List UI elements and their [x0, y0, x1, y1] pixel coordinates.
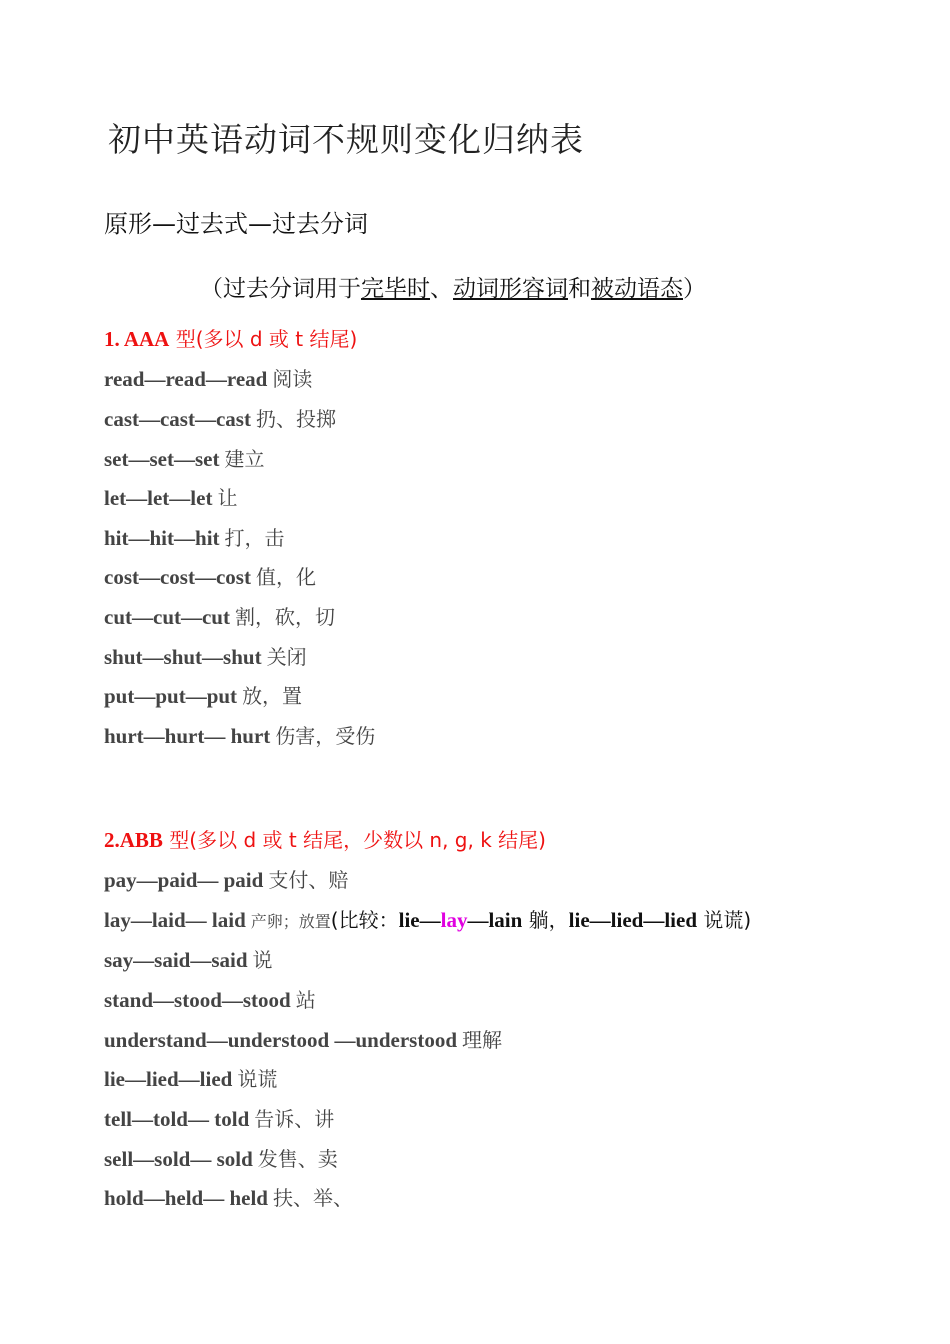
- verb-forms: hit—hit—hit: [104, 526, 220, 550]
- verb-forms: lie—lied—lied: [104, 1067, 233, 1091]
- verb-meaning: 阅读: [272, 367, 313, 391]
- compare-lie2-forms: lie—lied—lied: [568, 908, 697, 932]
- section-heading-abb: [104, 824, 546, 853]
- note-separator: 、: [430, 276, 453, 302]
- verb-forms: say—said—said: [104, 948, 248, 972]
- verb-meaning: 值，化: [255, 565, 316, 589]
- verb-meaning: 站: [295, 988, 316, 1012]
- verb-row: [104, 403, 336, 432]
- verb-row: [104, 984, 316, 1013]
- compare-lain: —lain: [467, 908, 523, 932]
- verb-forms: cast—cast—cast: [104, 407, 251, 431]
- verb-row: [104, 363, 312, 392]
- verb-meaning: 理解: [462, 1028, 503, 1052]
- verb-row: [104, 680, 302, 709]
- verb-meaning: 关闭: [266, 645, 307, 669]
- verb-forms: hold—held— held: [104, 1186, 268, 1210]
- verb-forms: let—let—let: [104, 486, 213, 510]
- usage-note: [200, 270, 706, 303]
- verb-forms: stand—stood—stood: [104, 988, 291, 1012]
- verb-row: [104, 1063, 277, 1092]
- verb-row: [104, 482, 237, 511]
- verb-row: [104, 443, 264, 472]
- page-subtitle: 原形—过去式—过去分词: [104, 210, 368, 238]
- verb-row: [104, 1182, 353, 1211]
- verb-row: [104, 561, 316, 590]
- verb-meaning: 建立: [224, 447, 265, 471]
- compare-lain-meaning: 躺，: [522, 908, 569, 932]
- verb-row: [104, 944, 273, 973]
- verb-row: [104, 601, 335, 630]
- verb-row: [104, 641, 307, 670]
- verb-forms: understand—understood —understood: [104, 1028, 458, 1052]
- verb-row: [104, 1143, 338, 1172]
- verb-meaning: 割，砍，切: [234, 605, 335, 629]
- compare-lie2-meaning: 说谎): [697, 908, 752, 932]
- verb-forms: cut—cut—cut: [104, 605, 230, 629]
- verb-forms: tell—told— told: [104, 1107, 250, 1131]
- verb-row: [104, 720, 375, 749]
- note-close: ）: [683, 276, 706, 302]
- verb-forms: sell—sold— sold: [104, 1147, 253, 1171]
- note-term-verbal-adjective: 动词形容词: [453, 276, 568, 302]
- compare-open: (比较：: [330, 908, 399, 932]
- section-heading-aaa: [104, 323, 357, 352]
- verb-forms: hurt—hurt— hurt: [104, 724, 271, 748]
- section-heading-desc: 型(多以 d 或 t 结尾): [169, 327, 358, 351]
- section-heading-desc: 型(多以 d 或 t 结尾，少数以 n, g, k 结尾): [162, 828, 546, 852]
- section-heading-number: 1. AAA: [104, 327, 170, 351]
- compare-lay-highlight: lay: [440, 908, 468, 932]
- section-heading-number: 2.ABB: [104, 828, 163, 852]
- verb-forms: cost—cost—cost: [104, 565, 251, 589]
- verb-meaning: 打，击: [224, 526, 285, 550]
- verb-meaning: 发售、卖: [257, 1147, 338, 1171]
- page-title: 初中英语动词不规则变化归纳表: [108, 120, 584, 159]
- verb-meaning: 支付、赔: [268, 868, 349, 892]
- note-term-passive-voice: 被动语态: [591, 276, 683, 302]
- note-term-perfect-tense: 完毕时: [361, 276, 430, 302]
- verb-forms: put—put—put: [104, 684, 238, 708]
- compare-lie-forms: lie—: [398, 908, 441, 932]
- verb-row: [104, 1103, 334, 1132]
- verb-meaning: 产卵；放置: [250, 912, 331, 931]
- verb-row: [104, 1024, 502, 1053]
- verb-row: [104, 864, 348, 893]
- verb-meaning: 伤害，受伤: [275, 724, 376, 748]
- verb-meaning: 放，置: [242, 684, 303, 708]
- verb-meaning: 说谎: [237, 1067, 278, 1091]
- verb-meaning: 说: [252, 948, 273, 972]
- verb-meaning: 让: [217, 486, 238, 510]
- verb-meaning: 告诉、讲: [254, 1107, 335, 1131]
- verb-row: [104, 522, 285, 551]
- verb-forms: pay—paid— paid: [104, 868, 264, 892]
- verb-forms: lay—laid— laid: [104, 908, 246, 932]
- verb-forms: read—read—read: [104, 367, 268, 391]
- verb-forms: shut—shut—shut: [104, 645, 262, 669]
- verb-row-lay: [104, 904, 751, 933]
- note-open: （过去分词用于: [200, 276, 361, 302]
- note-and: 和: [568, 276, 591, 302]
- verb-forms: set—set—set: [104, 447, 220, 471]
- verb-meaning: 扶、举、: [272, 1186, 353, 1210]
- verb-meaning: 扔、投掷: [255, 407, 336, 431]
